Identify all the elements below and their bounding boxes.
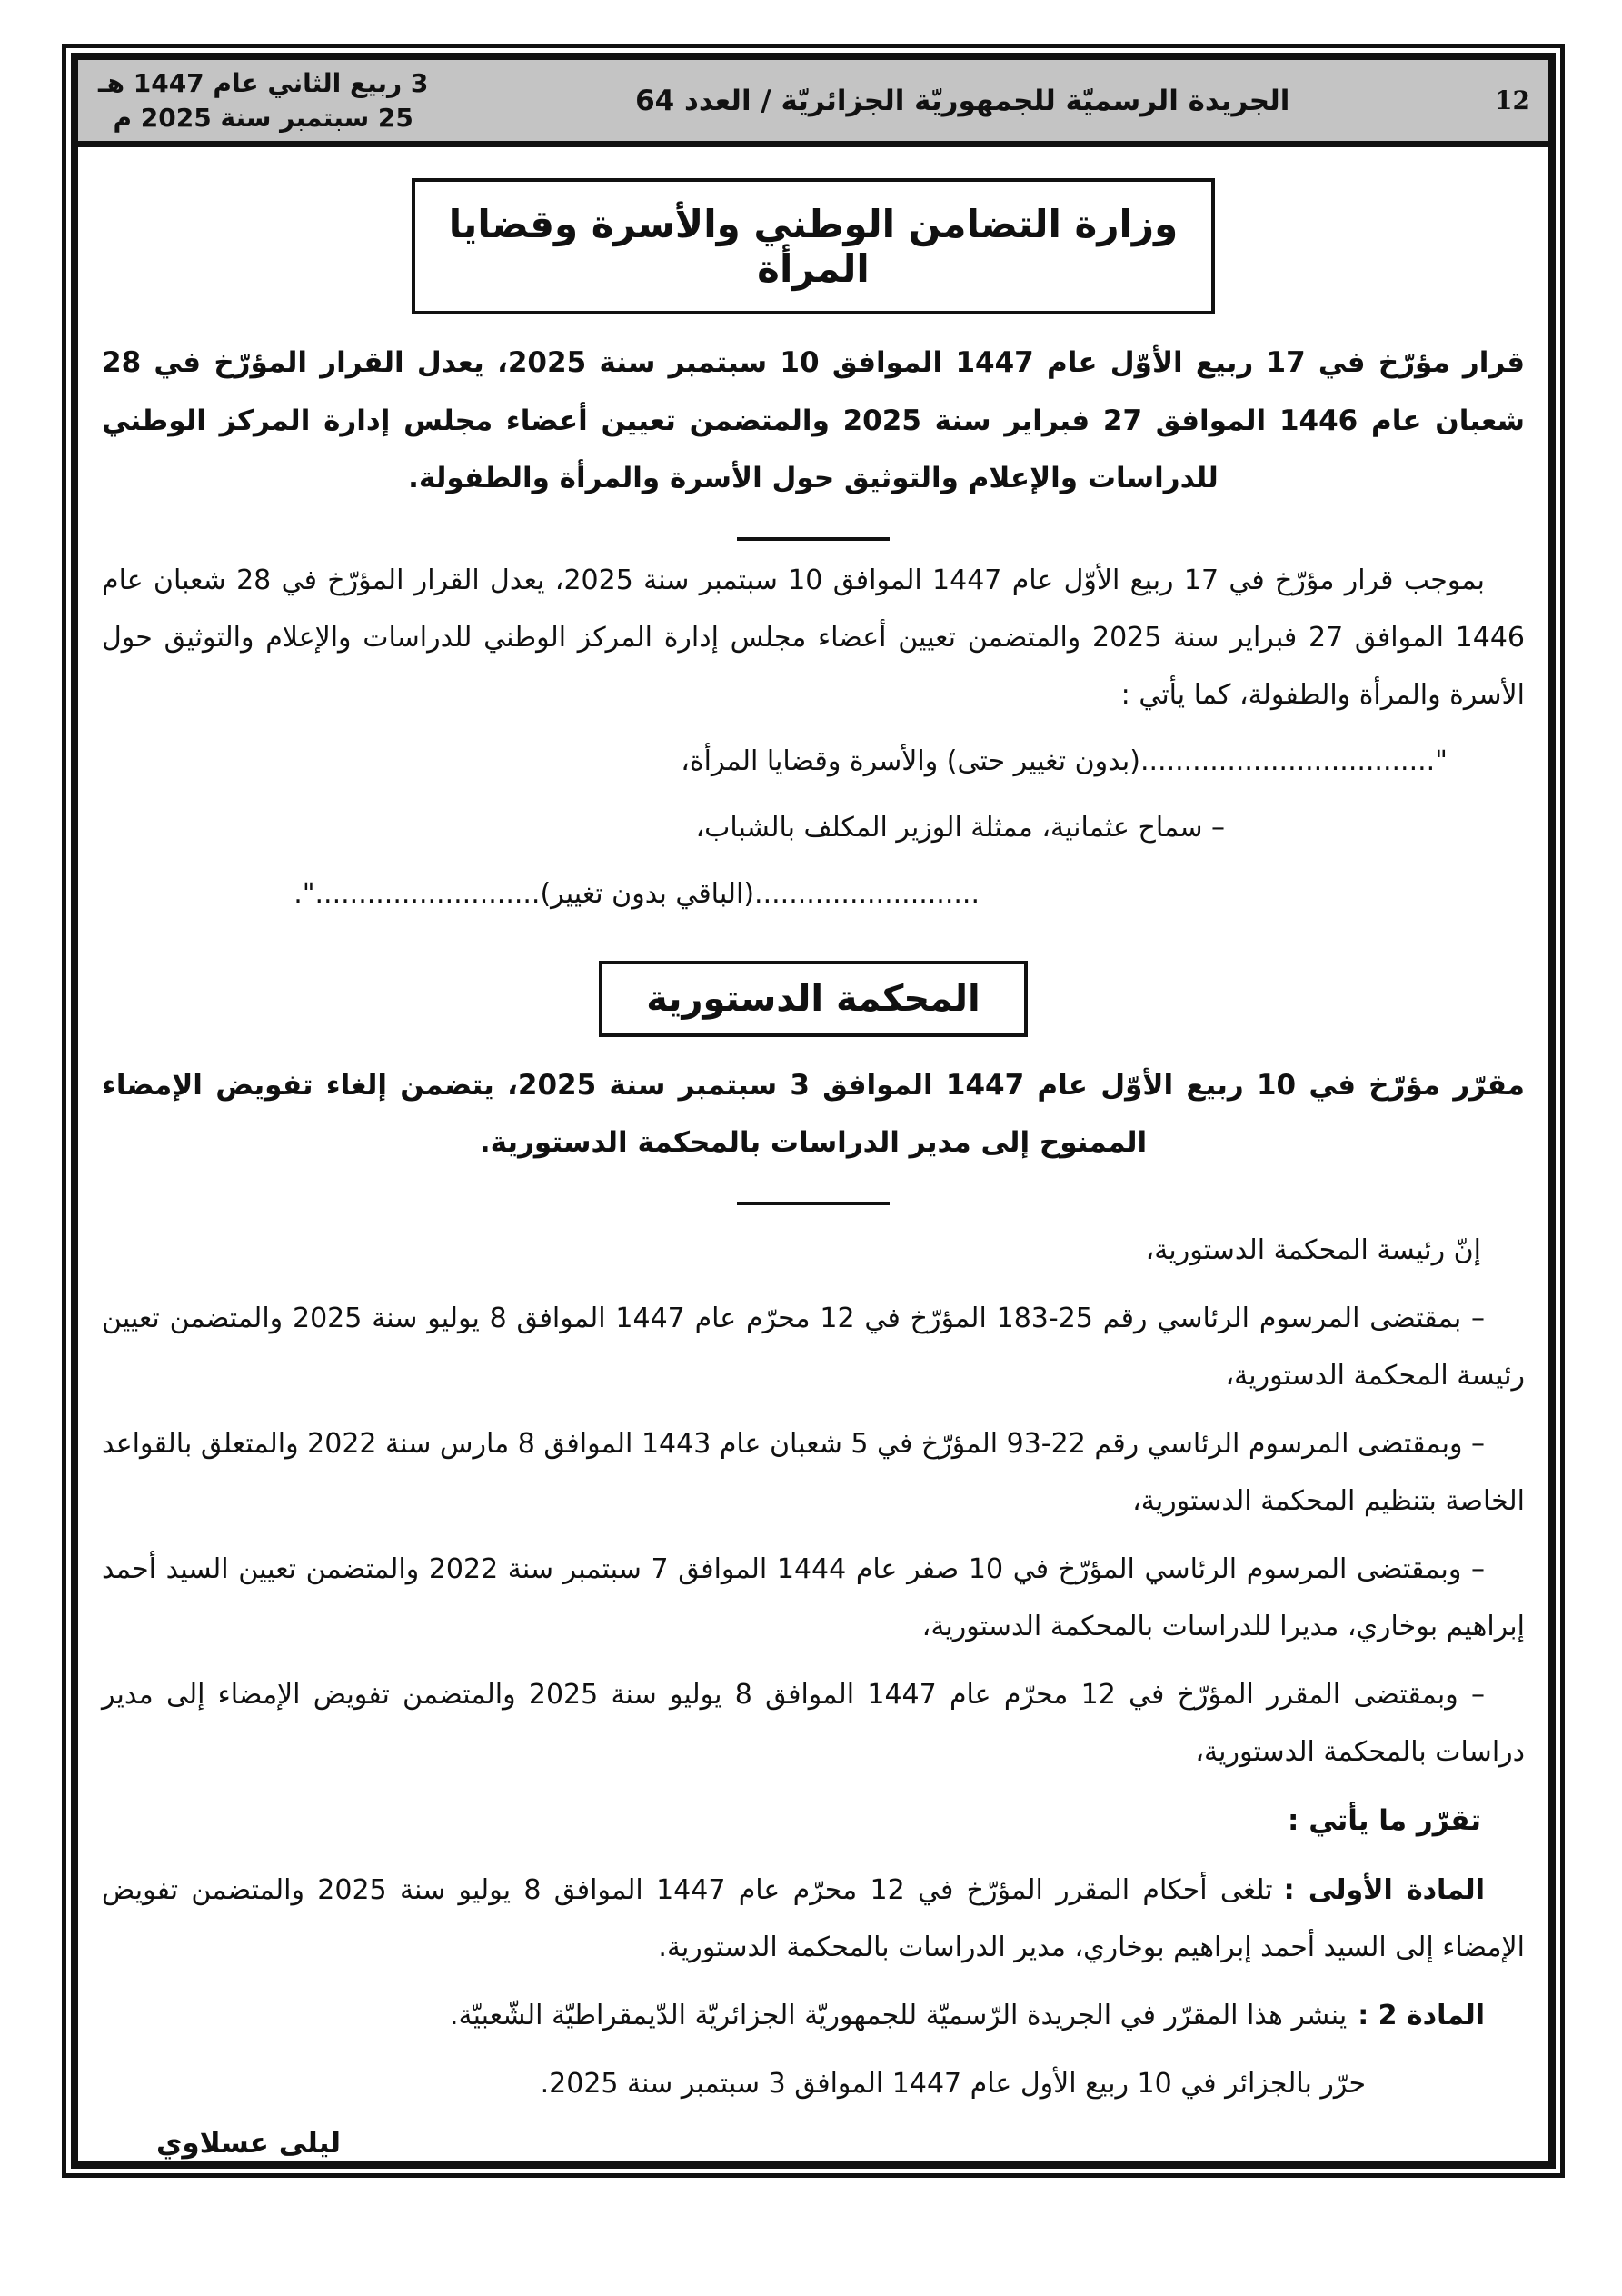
signature-name: ليلى عسلاوي xyxy=(156,2126,342,2160)
quote-line: – سماح عثمانية، ممثلة الوزير المكلف بالشباب، xyxy=(695,811,1225,844)
visa-paragraph: – وبمقتضى المقرر المؤرّخ في 12 محرّم عام 1447 الموافق 8 يوليو سنة 2025 والمتضمن تفويض الإمضاء إلى مدير دراسات بالمحكمة الدستورية، xyxy=(102,1678,1525,1768)
issue-dates xyxy=(78,66,448,135)
section-title-court: المحكمة الدستورية xyxy=(599,961,1028,1037)
article-label: المادة 2 : xyxy=(1358,1999,1485,2031)
article-text: ينشر هذا المقرّر في الجريدة الرّسميّة للجمهوريّة الجزائريّة الدّيمقراطيّة الشّعبيّة. xyxy=(449,1999,1348,2031)
quote-line: ..........................(الباقي بدون تغيير)..........................". xyxy=(294,877,980,910)
ministry-decree-body: بموجب قرار مؤرّخ في 17 ربيع الأوّل عام 1447 الموافق 10 سبتمبر سنة 2025، يعدل القرار المؤرّخ في 28 شعبان عام 1446 الموافق 27 فبراير سنة 2025 والمتضمن تعيين أعضاء مجلس إدارة المركز الوطني للدراسات والإعلام والتوثيق حول الأسرة والمرأة والطفولة، كما يأتي : xyxy=(102,564,1525,711)
separator-rule xyxy=(737,537,890,541)
court-decision-heading: مقرّر مؤرّخ في 10 ربيع الأوّل عام 1447 الموافق 3 سبتمبر سنة 2025، يتضمن إلغاء تفويض الإمضاء الممنوح إلى مدير الدراسات بالمحكمة الدستورية. xyxy=(102,1068,1525,1160)
signed-at-line: حرّر بالجزائر في 10 ربيع الأول عام 1447 الموافق 3 سبتمبر سنة 2025. xyxy=(540,2067,1366,2100)
date-gregorian: 25 سبتمبر سنة 2025 م xyxy=(113,102,413,133)
page-frame-inner xyxy=(71,53,1556,2169)
page-number: 12 xyxy=(1495,85,1530,115)
quote-line: "..................................(بدون تغيير حتى) والأسرة وقضايا المرأة، xyxy=(681,744,1448,777)
journal-title: الجريدة الرسميّة للجمهوريّة الجزائريّة / العدد 64 xyxy=(635,84,1290,117)
section-title-ministry: وزارة التضامن الوطني والأسرة وقضايا المرأة xyxy=(412,178,1215,314)
separator-rule xyxy=(737,1202,890,1205)
visa-paragraph: – وبمقتضى المرسوم الرئاسي المؤرّخ في 10 صفر عام 1444 الموافق 7 سبتمبر سنة 2022 والمتضمن تعيين السيد أحمد إبراهيم بوخاري، مديرا للدراسات بالمحكمة الدستورية، xyxy=(102,1552,1525,1642)
decides-line: تقرّر ما يأتي : xyxy=(1288,1803,1481,1837)
ministry-decree-heading: قرار مؤرّخ في 17 ربيع الأوّل عام 1447 الموافق 10 سبتمبر سنة 2025، يعدل القرار المؤرّخ في 28 شعبان عام 1446 الموافق 27 فبراير سنة 2025 والمتضمن تعيين أعضاء مجلس إدارة المركز الوطني للدراسات والإعلام والتوثيق حول الأسرة والمرأة والطفولة. xyxy=(102,346,1526,495)
page-header xyxy=(78,60,1548,147)
article-paragraph xyxy=(102,1862,1525,1976)
page-frame xyxy=(62,44,1565,2178)
article-paragraph xyxy=(102,1987,1525,2044)
page-content xyxy=(78,178,1548,2160)
court-intro-line: إنّ رئيسة المحكمة الدستورية، xyxy=(1145,1233,1481,1266)
visa-paragraph: – وبمقتضى المرسوم الرئاسي رقم 22-93 المؤرّخ في 5 شعبان عام 1443 الموافق 8 مارس سنة 2022 والمتعلق بالقواعد الخاصة بتنظيم المحكمة الدستورية، xyxy=(102,1427,1525,1517)
article-text: تلغى أحكام المقرر المؤرّخ في 12 محرّم عام 1447 الموافق 8 يوليو سنة 2025 والمتضمن تفويض الإمضاء إلى السيد أحمد إبراهيم بوخاري، مدير الدراسات بالمحكمة الدستورية. xyxy=(102,1873,1525,1963)
date-hijri: 3 ربيع الثاني عام 1447 هـ xyxy=(98,67,429,98)
visa-paragraph: – بمقتضى المرسوم الرئاسي رقم 25-183 المؤرّخ في 12 محرّم عام 1447 الموافق 8 يوليو سنة 2025 والمتضمن تعيين رئيسة المحكمة الدستورية، xyxy=(102,1302,1525,1392)
article-label: المادة الأولى : xyxy=(1283,1873,1485,1906)
